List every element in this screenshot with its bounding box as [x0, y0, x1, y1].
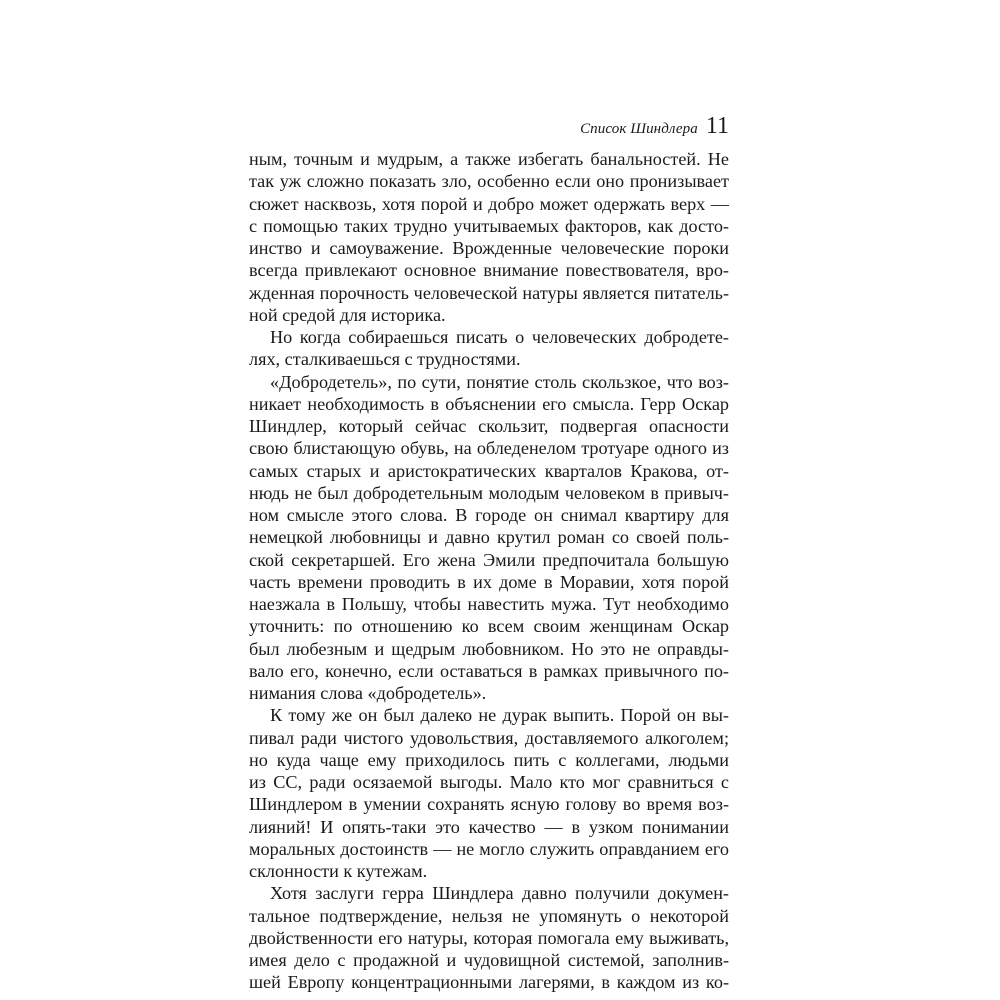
running-header — [249, 108, 729, 148]
text-line: склонности к кутежам. — [249, 861, 428, 881]
text-line: ным, точным и мудрым, а также избегать банальностей. Не — [249, 149, 729, 169]
text-line: так уж сложно показать зло, особенно если оно пронизывает — [249, 171, 729, 192]
text-line: ской секретаршей. Его жена Эмили предпочитала большую — [249, 549, 729, 570]
text-line: но куда чаще ему приходилось пить с коллегами, людьми — [249, 749, 729, 770]
text-line: шей Европу концентрационными лагерями, в каждом из ко- — [249, 972, 729, 993]
text-line: ной средой для историка. — [249, 304, 446, 325]
text-line: всегда привлекают основное внимание повествователя, вро- — [249, 260, 729, 281]
text-line: ном смысле этого слова. В городе он снимал квартиру для — [249, 505, 729, 525]
text-line: жденная порочность человеческой натуры является питатель- — [249, 282, 729, 303]
text-line: имея дело с продажной и чудовищной системой, заполнив- — [249, 950, 729, 970]
text-line: лияний! И опять-таки это качество — в узком понимании — [249, 816, 729, 837]
text-line: с помощью таких трудно учитываемых факторов, как досто- — [249, 215, 729, 236]
text-line: из СС, ради осязаемой выгоды. Мало кто мог сравниться с — [249, 772, 729, 792]
page-number: 11 — [705, 113, 729, 139]
text-line: пивал ради чистого удовольствия, доставляемого алкоголем; — [249, 727, 729, 748]
text-line: уточнить: по отношению ко всем своим женщинам Оскар — [249, 616, 729, 637]
text-line: «Добродетель», по сути, понятие столь скользкое, что воз- — [270, 371, 729, 392]
text-line: нимания слова «добродетель». — [249, 683, 487, 703]
text-line: часть времени проводить в их доме в Моравии, хотя порой — [249, 571, 729, 592]
text-line: моральных достоинств — не могло служить оправданием его — [249, 838, 729, 859]
text-line: наезжала в Польшу, чтобы навестить мужа. Тут необходимо — [249, 594, 729, 614]
text-line: самых старых и аристократических кварталов Кракова, от- — [249, 460, 729, 481]
book-page — [249, 108, 729, 994]
text-line: немецкой любовницы и давно крутил роман со своей поль- — [249, 527, 729, 548]
text-line: Но когда собираешься писать о человеческих добродете- — [270, 327, 729, 347]
text-line: тальное подтверждение, нельзя не упомянуть о некоторой — [249, 905, 729, 926]
text-line: инство и самоуважение. Врожденные человеческие пороки — [249, 238, 729, 258]
text-line: никает необходимость в объяснении его смысла. Герр Оскар — [249, 393, 729, 414]
text-line: сюжет насквозь, хотя порой и добро может одержать верх — — [249, 193, 729, 214]
text-line: Шиндлер, который сейчас скользит, подвергая опасности — [249, 416, 729, 436]
text-line: Шиндлером в умении сохранять ясную голову во время воз- — [249, 794, 729, 815]
text-line: К тому же он был далеко не дурак выпить. Порой он вы- — [270, 705, 729, 726]
running-title: Список Шиндлера — [580, 121, 698, 137]
text-line: Хотя заслуги герра Шиндлера давно получили докумен- — [270, 883, 729, 904]
text-line: двойственности его натуры, которая помогала ему выживать, — [249, 927, 729, 948]
text-line: нюдь не был добродетельным молодым человеком в привыч- — [249, 482, 729, 503]
text-line: был любезным и щедрым любовником. Но это не оправды- — [249, 638, 729, 659]
text-line: свою блистающую обувь, на обледенелом тротуаре одного из — [249, 438, 729, 459]
body-text — [249, 148, 729, 994]
text-line: вало его, конечно, если оставаться в рамках привычного по- — [249, 660, 729, 681]
text-line: лях, сталкиваешься с трудностями. — [249, 349, 521, 370]
